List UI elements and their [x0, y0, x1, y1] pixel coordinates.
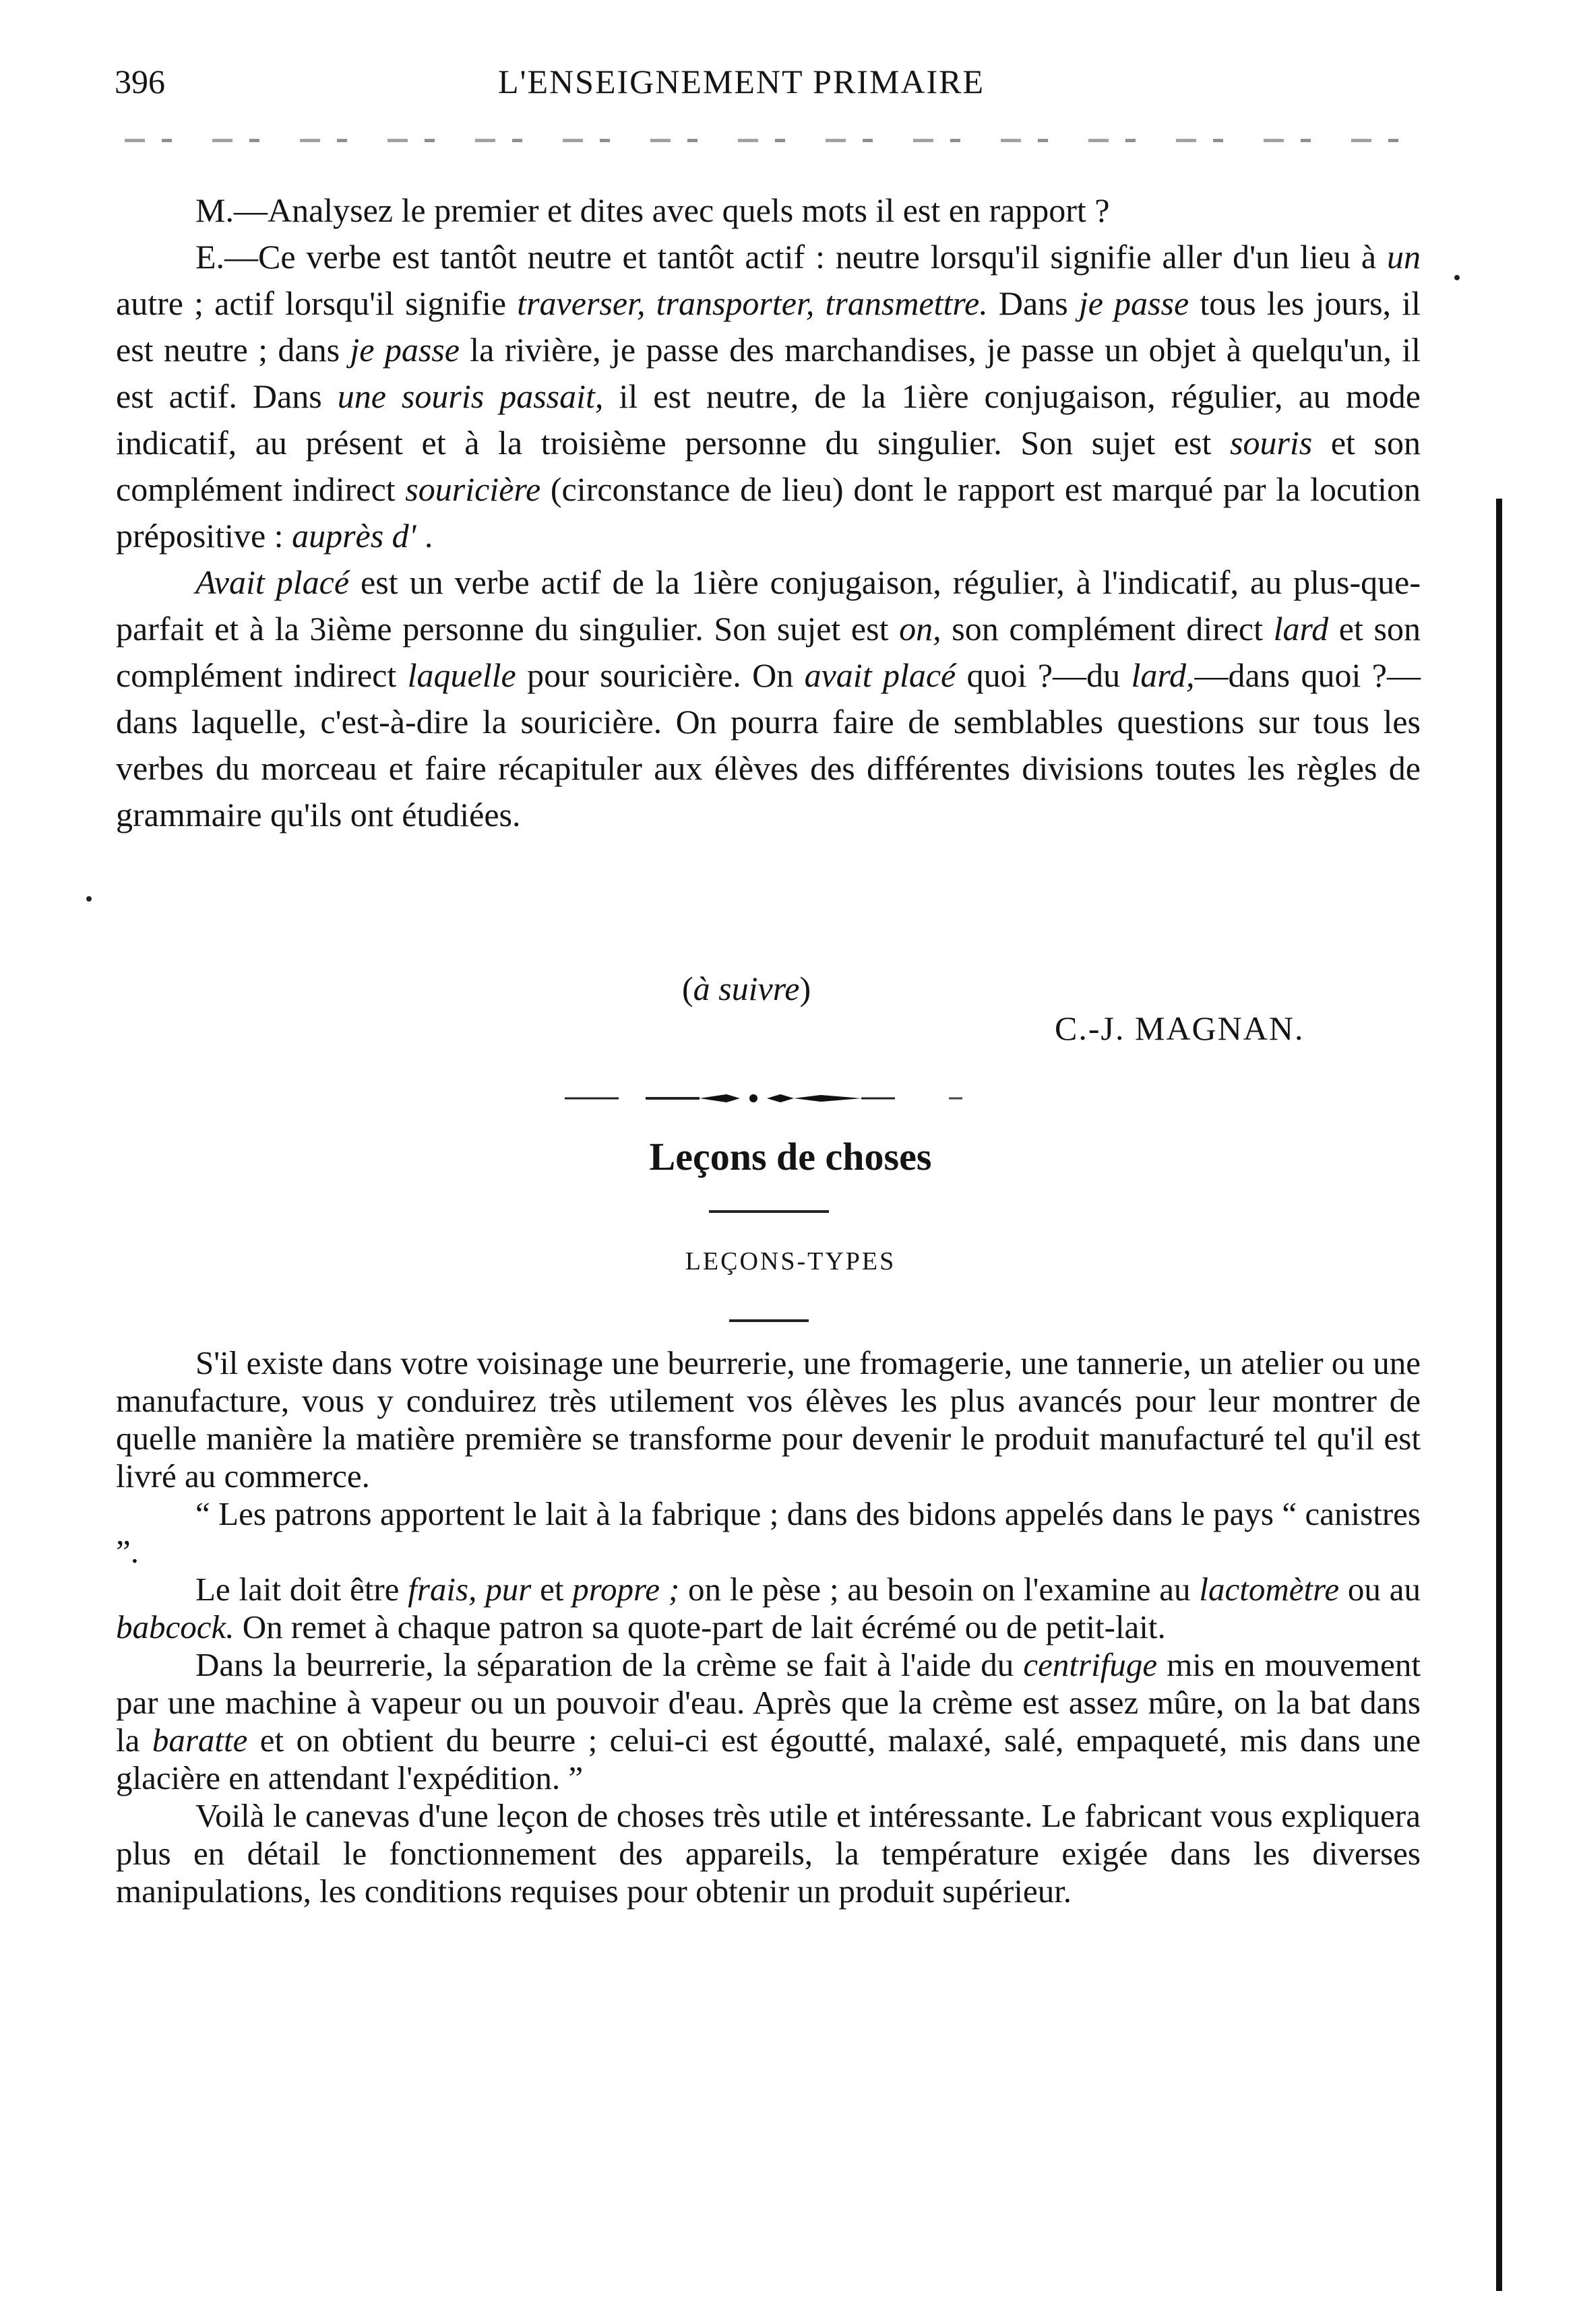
heading-rule — [709, 1210, 829, 1213]
paragraph: E.—Ce verbe est tantôt neutre et tantôt actif : neutre lorsqu'il signifie aller d'un lieu à un autre ; actif lorsqu'il signifie traverser, transporter, transmettre. Dans je passe tous les jours, il est neutre ; dans je passe la rivière, je passe des marchandises, je passe un objet à quelqu'un, il est actif. Dans une souris passait, il est neutre, de la 1ière conjugaison, régulier, au mode indicatif, au présent et à la troisième personne du singulier. Son sujet est souris et son complément indirect souricière (circonstance de lieu) dont le rapport est marqué par la locution prépositive : auprès d' . — [116, 238, 1421, 555]
subheading-rule — [729, 1319, 809, 1322]
page-edge-shadow — [1496, 499, 1502, 2291]
page-number: 396 — [115, 63, 165, 100]
print-speck — [1454, 275, 1460, 280]
paragraph: “ Les patrons apportent le lait à la fabrique ; dans des bidons appelés dans le pays “ canistres ”. — [116, 1495, 1421, 1570]
section-heading: Leçons de choses — [649, 1135, 932, 1179]
paragraph: Avait placé est un verbe actif de la 1ière conjugaison, régulier, à l'indicatif, au plus-que-parfait et à la 3ième personne du singulier. Son sujet est on, son complément direct lard et son complément indirect laquelle pour souricière. On avait placé quoi ?—du lard,—dans quoi ?—dans laquelle, c'est-à-dire la souricière. On pourra faire de semblables questions sur tous les verbes du morceau et faire récapituler aux élèves des différentes divisions toutes les règles de grammaire qu'ils ont étudiées. — [116, 563, 1421, 834]
object-lessons-section — [116, 1344, 1421, 1910]
print-speck — [86, 896, 92, 902]
grammar-analysis-section — [116, 187, 1421, 838]
running-title: L'ENSEIGNEMENT PRIMAIRE — [497, 63, 985, 100]
header-rule — [125, 139, 1405, 142]
section-divider-ornament — [565, 1090, 996, 1106]
section-subheading: LEÇONS-TYPES — [685, 1247, 896, 1276]
paragraph: Voilà le canevas d'une leçon de choses très utile et intéressante. Le fabricant vous expliquera plus en détail le fonctionnement des appareils, la température exigée dans les diverses manipulations, les conditions requises pour obtenir un produit supérieur. — [116, 1797, 1421, 1910]
paragraph: Dans la beurrerie, la séparation de la crème se fait à l'aide du centrifuge mis en mouvement par une machine à vapeur ou un pouvoir d'eau. Après que la crème est assez mûre, on la bat dans la baratte et on obtient du beurre ; celui-ci est égoutté, malaxé, salé, empaqueté, mis dans une glacière en attendant l'expédition. ” — [116, 1646, 1421, 1796]
paragraph: M.—Analysez le premier et dites avec quels mots il est en rapport ? — [195, 191, 1110, 229]
author-signature: C.-J. MAGNAN. — [1055, 1009, 1305, 1047]
page-header — [115, 62, 1368, 116]
paragraph: Le lait doit être frais, pur et propre ; on le pèse ; au besoin on l'examine au lactomètre ou au babcock. On remet à chaque patron sa quote-part de lait écrémé ou de petit-lait. — [116, 1571, 1421, 1645]
paragraph: S'il existe dans votre voisinage une beurrerie, une fromagerie, une tannerie, un atelier ou une manufacture, vous y conduirez très utilement vos élèves les plus avancés pour leur montrer de quelle manière la matière première se transforme pour devenir le produit manufacturé tel qu'il est livré au commerce. — [116, 1344, 1421, 1495]
to-be-continued: (à suivre) — [682, 970, 811, 1007]
